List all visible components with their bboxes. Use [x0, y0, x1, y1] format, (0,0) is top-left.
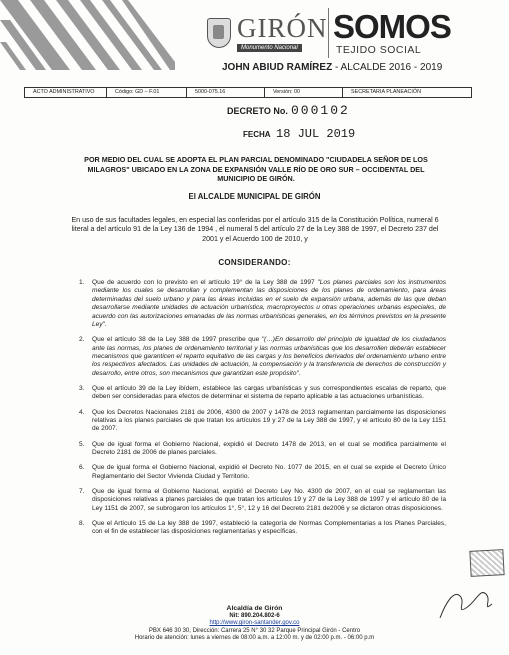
considerando-heading: CONSIDERANDO: — [218, 258, 291, 267]
tejido-social-text: TEJIDO SOCIAL — [336, 44, 422, 56]
considerando-item — [79, 408, 446, 434]
date-label: FECHA — [243, 130, 271, 139]
date-stamp: 18 JUL 2019 — [276, 127, 356, 141]
item-number: 1. — [79, 279, 85, 286]
decree-label: DECRETO No. — [227, 106, 288, 116]
footer-address: PBX 646 30 30, Dirección: Carrera 25 N° 30 32 Parque Principal Girón - Centro — [148, 627, 361, 634]
considerando-item — [79, 519, 446, 537]
item-number: 3. — [79, 385, 85, 393]
codigo-cell: Código: GD – F.01 — [107, 88, 187, 97]
item-number: 8. — [79, 519, 85, 527]
item-number: 2. — [79, 336, 85, 344]
considerando-list — [79, 279, 446, 544]
considerando-item — [79, 385, 446, 402]
item-quote: "Los planes parciales son los instrumentos mediante los cuales se desarrollan y complementan las disposiciones de los planes de ordenamiento, para áreas determinadas del suelo urbano y para las áreas incluidas en el suelo de expansión urbana, además de las que deban desarrollarse mediante unidades de actuación urbanística, macroproyectos u otras operaciones urbanas especiales, de acuerdo con las autorizaciones emanadas de las normas urbanísticas generales, en los términos previstos en la presente Ley" — [92, 279, 446, 329]
item-text: Que el Artículo 15 de La ley 388 de 1997, estableció la categoría de Normas Complementarias a los Planes Parciales, con el fin de establecer las disposiciones reglamentarias y específicas. — [92, 519, 446, 536]
decorative-stripes — [0, 0, 175, 70]
logo-text: GIRÓN — [237, 13, 328, 43]
logo-subtitle: Monumento Nacional — [237, 44, 302, 52]
item-number: 7. — [79, 487, 85, 495]
considerando-item — [79, 440, 446, 458]
somos-brand: SOMOS — [333, 8, 451, 45]
item-text: Que el artículo 39 de la Ley ibídem, establece las cargas urbanísticas y sus correspondientes escalas de reparto, que deben ser consideradas para efectos de determinar el sistema de reparto aplicable a las actuaciones urbanísticas. — [92, 385, 446, 401]
coat-of-arms-icon — [207, 18, 231, 48]
item-tail: . — [298, 369, 301, 377]
serial-cell: 5000-075.16 — [187, 88, 265, 97]
document-info-bar — [24, 87, 472, 98]
decree-title: POR MEDIO DEL CUAL SE ADOPTA EL PLAN PARCIAL DENOMINADO "CIUDADELA SEÑOR DE LOS MILAGROS" UBICADO EN LA ZONA DE EXPANSIÓN VALLE RÍO DE ORO SUR – OCCIDENTAL DEL MUNICIPIO DE GIRÓN. — [84, 155, 428, 183]
mayor-term: - ALCALDE 2016 - 2019 — [332, 62, 443, 73]
footer — [0, 605, 509, 643]
seal-stamp — [469, 549, 504, 577]
considerando-item — [79, 279, 446, 329]
giron-logo — [207, 8, 328, 58]
item-number: 5. — [79, 440, 85, 448]
item-text: Que de igual forma el Gobierno Nacional, expidió el Decreto Ley No. 4300 de 2007, en el cual se reglamentan las disposiciones relativas a planes parciales de que tratan los artículos 19 y 27 de la Ley 388 de 1997 y el artículo 80 de la Ley 1151 de 2007, se subrogaron los artículos 1°, 5°, 12 y 16 del Decreto 2181 de2006 y se dictaron otras disposiciones. — [92, 487, 446, 512]
header-divider — [328, 8, 329, 58]
secretaria-cell: SECRETARIA PLANEACIÓN — [351, 89, 421, 95]
item-text: Que el artículo 38 de la Ley 388 de 1997 prescribe que — [92, 336, 262, 344]
issuer-heading: El ALCALDE MUNICIPAL DE GIRÓN — [188, 192, 321, 201]
item-text: Que los Decretos Nacionales 2181 de 2006, 4300 de 2007 y 1478 de 2013 reglamentan parcialmente las disposiciones relativas a los planes parciales de que tratan los artículos 19 y 27 de la Ley 388 de 1997, y el artículo 80 de la Ley 1151 de 2007. — [92, 408, 446, 433]
footer-website-link[interactable]: http://www.giron-santander.gov.co — [209, 620, 300, 626]
item-text: Que de igual forma el Gobierno Nacional, expidió el Decreto 1478 de 2013, en el cual se modifica parcialmente el Decreto 2181 de 2006 de planes parciales. — [92, 440, 446, 457]
footer-nit: Nit: 890.204.802-6 — [229, 612, 280, 619]
item-text: Que de igual forma el Gobierno Nacional, expidió el Decreto No. 1077 de 2015, en el cual se expide el Decreto Único Reglamentario del Sector Vivienda Ciudad y Territorio. — [92, 464, 446, 480]
item-tail: . — [104, 321, 107, 329]
considerando-item — [79, 464, 446, 481]
mayor-line — [222, 62, 442, 73]
item-text: Que de acuerdo con lo previsto en el artículo 19° de la Ley 388 de 1997 — [92, 279, 318, 286]
considerando-item — [79, 487, 446, 513]
considerando-item — [79, 336, 446, 378]
item-number: 4. — [79, 408, 85, 416]
decree-number: 000102 — [291, 103, 350, 118]
item-quote: "(…)En desarrollo del principio de igualdad de los ciudadanos ante las normas, los planes de ordenamiento territorial y las normas urbanísticas que los desarrollen deberán establecer mecanismos que garanticen el reparto equitativo de las cargas y los beneficios derivados del ordenamiento urbano entre los respectivos afectados. Las unidades de actuación, la compensación y la transferencia de derechos de construcción y desarrollo, entre otros, son mecanismos que garantizan este propósito" — [92, 336, 446, 377]
footer-name: Alcaldía de Girón — [226, 605, 283, 612]
intro-paragraph: En uso de sus facultades legales, en especial las conferidas por el artículo 315 de la Constitución Política, numeral 6 literal a del artículo 91 de la Ley 136 de 1994 , el numeral 5 del artículo 27 de la Ley 388 de 1997, el Decreto 237 del 2001 y el Acuerdo 100 de 2010, y — [71, 216, 439, 243]
item-number: 6. — [79, 464, 85, 472]
acto-cell: ACTO ADMINISTRATIVO — [25, 88, 107, 97]
footer-hours: Horario de atención: lunes a viernes de 08:00 a.m. a 12:00 m. y de 02:00 p.m. - 06:00 p.m — [134, 635, 375, 641]
mayor-name: JOHN ABIUD RAMÍREZ — [222, 62, 333, 73]
version-cell: Versión: 00 — [265, 88, 343, 97]
